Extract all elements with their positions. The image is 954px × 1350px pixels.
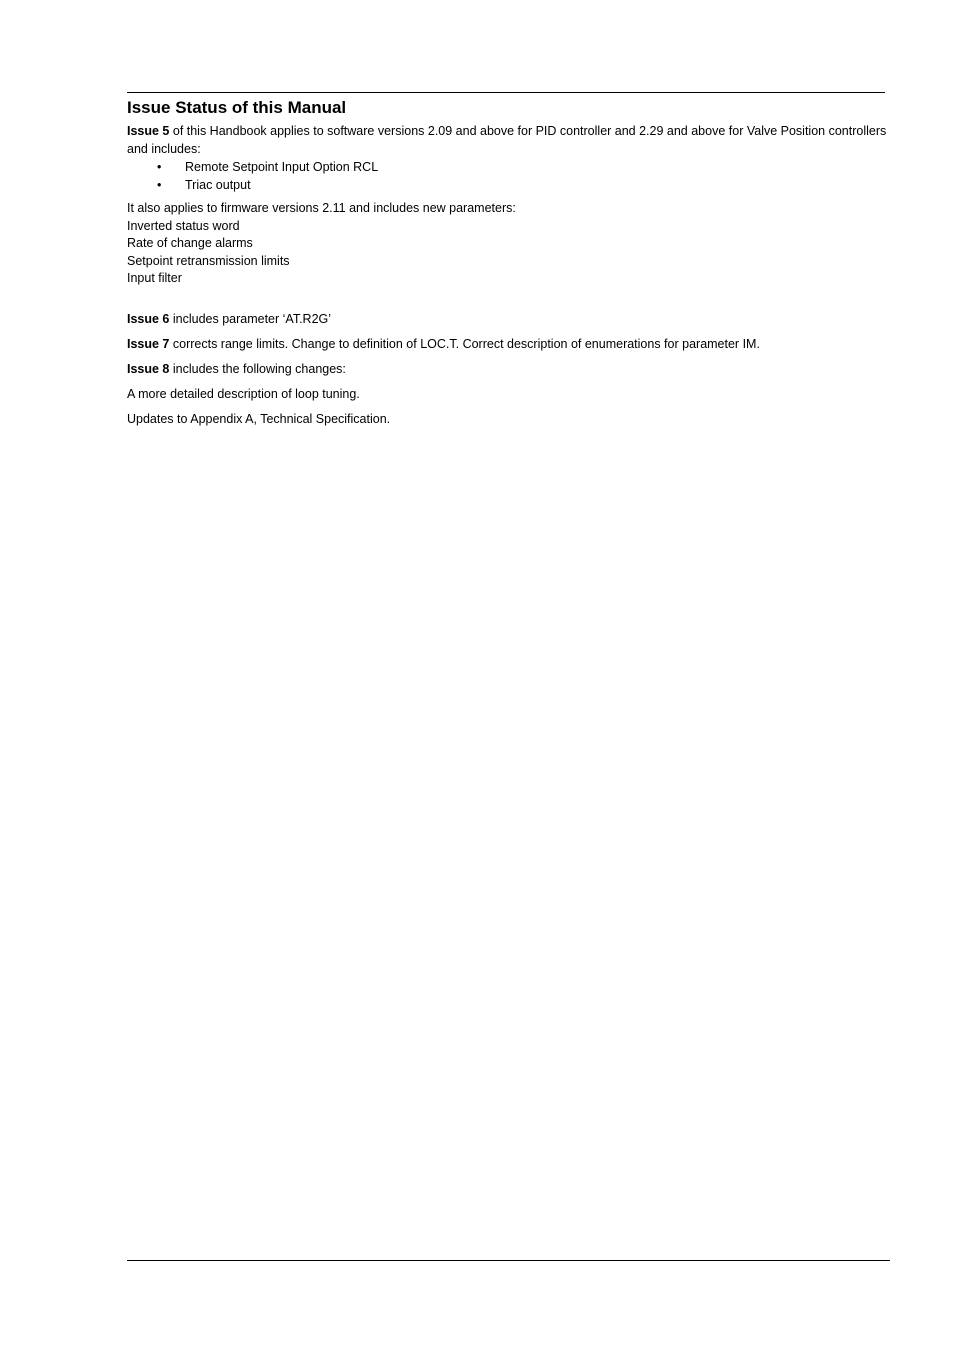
issue-5-paragraph xyxy=(127,122,887,158)
bullet-icon: • xyxy=(157,160,162,174)
list-item-text: Remote Setpoint Input Option RCL xyxy=(185,160,379,174)
spacer xyxy=(127,288,887,310)
issue-8-text: includes the following changes: xyxy=(169,361,346,376)
bullet-icon: • xyxy=(157,178,162,192)
footer-rule xyxy=(127,1260,890,1261)
list-item xyxy=(127,158,887,176)
issue-5-label: Issue 5 xyxy=(127,124,170,138)
change-item: Updates to Appendix A, Technical Specification. xyxy=(127,411,391,426)
change-item: A more detailed description of loop tuning. xyxy=(127,386,360,401)
issue-8-paragraph xyxy=(127,360,887,378)
issue-6-text: includes parameter ‘AT.R2G’ xyxy=(169,311,332,326)
new-parameter-item: Input filter xyxy=(127,271,182,285)
issue-6-label: Issue 6 xyxy=(127,311,170,326)
new-parameter-item: Setpoint retransmission limits xyxy=(127,253,290,268)
includes-list xyxy=(127,158,887,194)
new-parameter-item: Rate of change alarms xyxy=(127,236,253,250)
issue-7-text: corrects range limits. Change to definition of LOC.T. Correct description of enumerations for parameter IM. xyxy=(169,336,760,351)
issue-8-label: Issue 8 xyxy=(127,361,170,376)
list-item xyxy=(127,176,887,194)
new-parameter-item: Inverted status word xyxy=(127,218,240,233)
issue-6-paragraph xyxy=(127,310,887,328)
issue-7-label: Issue 7 xyxy=(127,336,170,351)
issue-5-text: of this Handbook applies to software versions 2.09 and above for PID controller and 2.29 and above for Valve Position controllers and includes: xyxy=(127,124,887,156)
list-item-text: Triac output xyxy=(185,178,251,192)
section-title: Issue Status of this Manual xyxy=(127,98,347,117)
issue-7-paragraph xyxy=(127,335,887,353)
header-rule xyxy=(127,92,885,93)
document-body xyxy=(127,96,887,435)
firmware-intro: It also applies to firmware versions 2.11 and includes new parameters: xyxy=(127,201,516,215)
